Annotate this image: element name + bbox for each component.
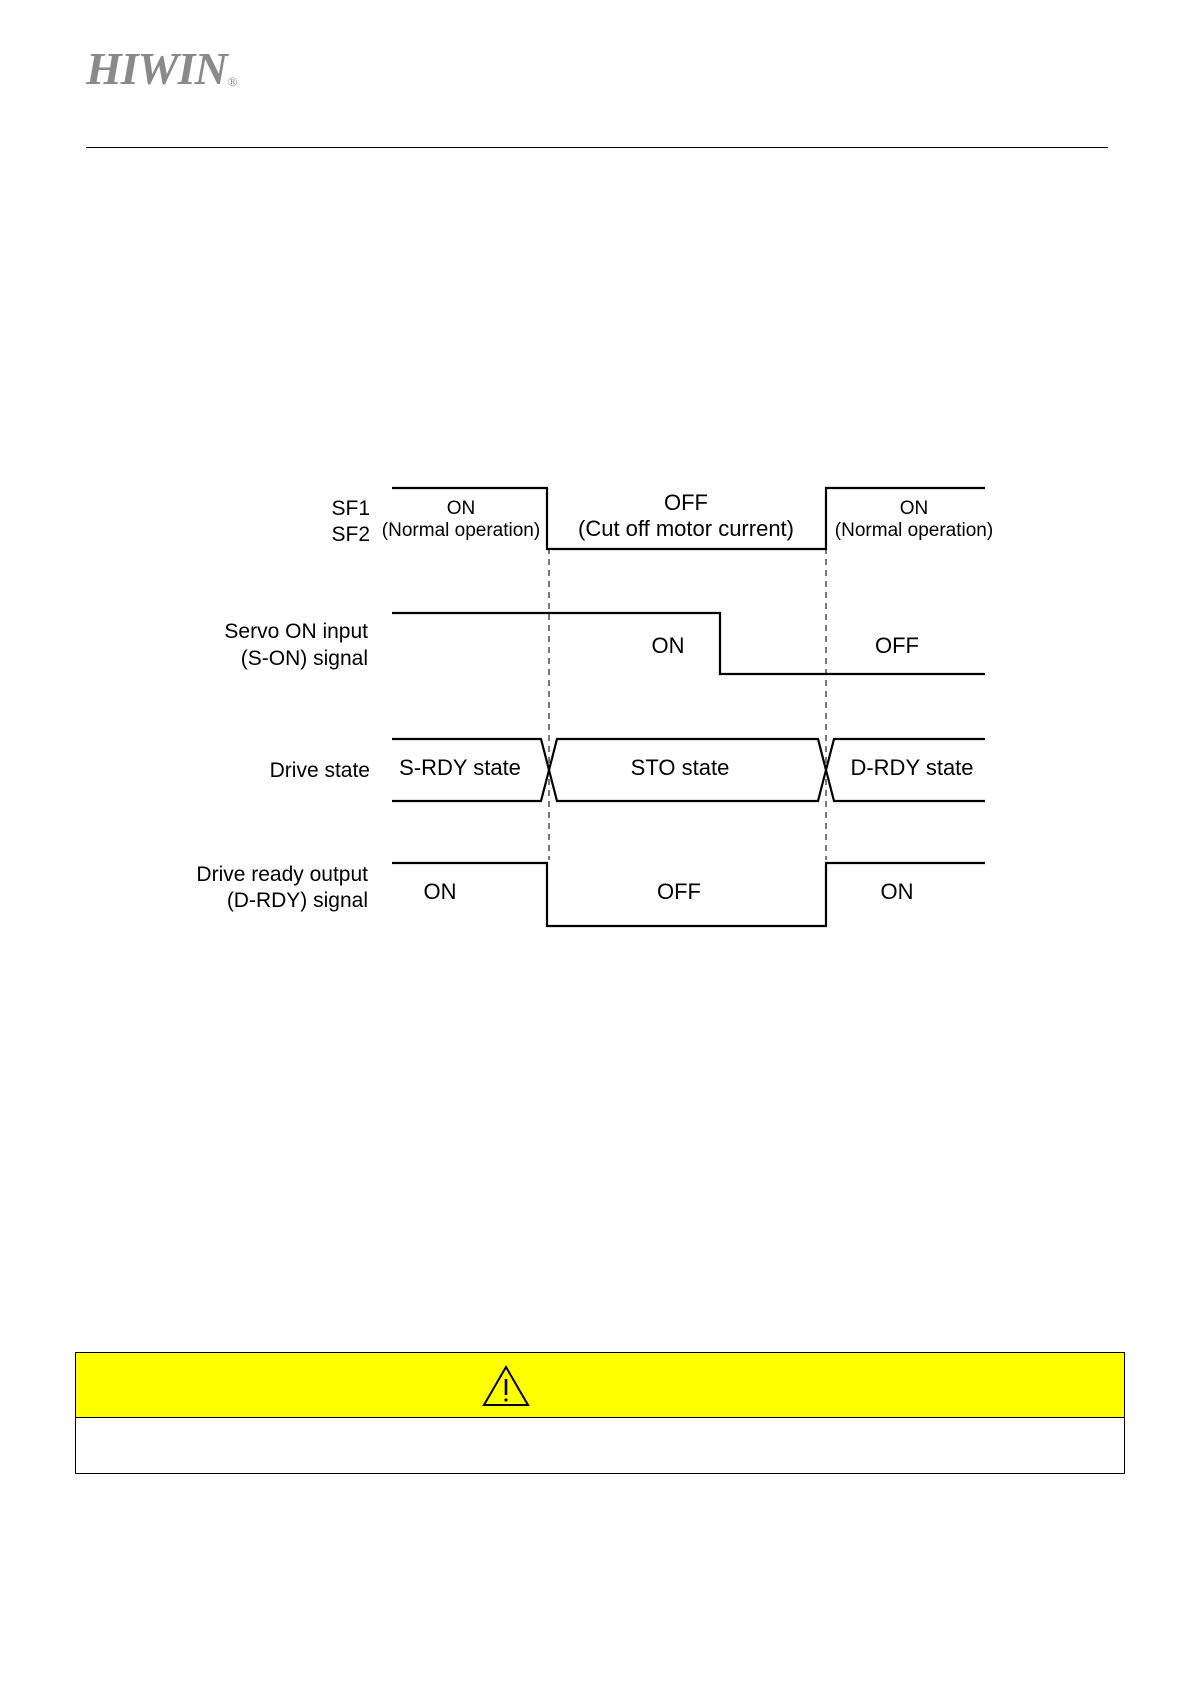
signal-son (224, 613, 985, 674)
sf-label-line-2: SF2 (331, 523, 370, 546)
sf-seg1-line-2: (Normal operation) (381, 520, 541, 541)
signal-drive-state (270, 739, 985, 801)
sf-seg1-line-1: ON (446, 498, 476, 519)
sf-seg2-line-1: OFF (664, 490, 708, 515)
son-label-line-1: Servo ON input (224, 620, 368, 643)
drive-state-sto: STO state (630, 755, 730, 780)
drdy-seg2-text: OFF (657, 879, 701, 904)
drive-state-label: Drive state (269, 759, 370, 782)
sf-seg2-line-2: (Cut off motor current) (578, 516, 794, 541)
sf-seg3-line-1: ON (899, 498, 929, 519)
caution-box (75, 1352, 1125, 1474)
drdy-label-line-2: (D-RDY) signal (226, 889, 368, 912)
logo-text: HIWIN (86, 43, 227, 94)
son-on-text: ON (651, 633, 685, 658)
transition-markers (549, 548, 826, 860)
drive-state-s-rdy: S-RDY state (399, 755, 521, 780)
drdy-label-line-1: Drive ready output (196, 863, 368, 886)
son-label-line-2: (S-ON) signal (240, 647, 368, 670)
sf-seg3-line-2: (Normal operation) (834, 520, 994, 541)
signal-drdy (196, 863, 985, 926)
caution-header (76, 1353, 1124, 1418)
son-off-text: OFF (875, 633, 919, 658)
registered-mark: ® (227, 74, 237, 89)
drdy-seg3-text: ON (880, 879, 914, 904)
drive-state-d-rdy: D-RDY state (850, 755, 974, 780)
sf-label-line-1: SF1 (331, 497, 370, 520)
signal-sf (331, 488, 993, 549)
drdy-seg1-text: ON (423, 879, 457, 904)
warning-triangle-icon (481, 1364, 531, 1408)
